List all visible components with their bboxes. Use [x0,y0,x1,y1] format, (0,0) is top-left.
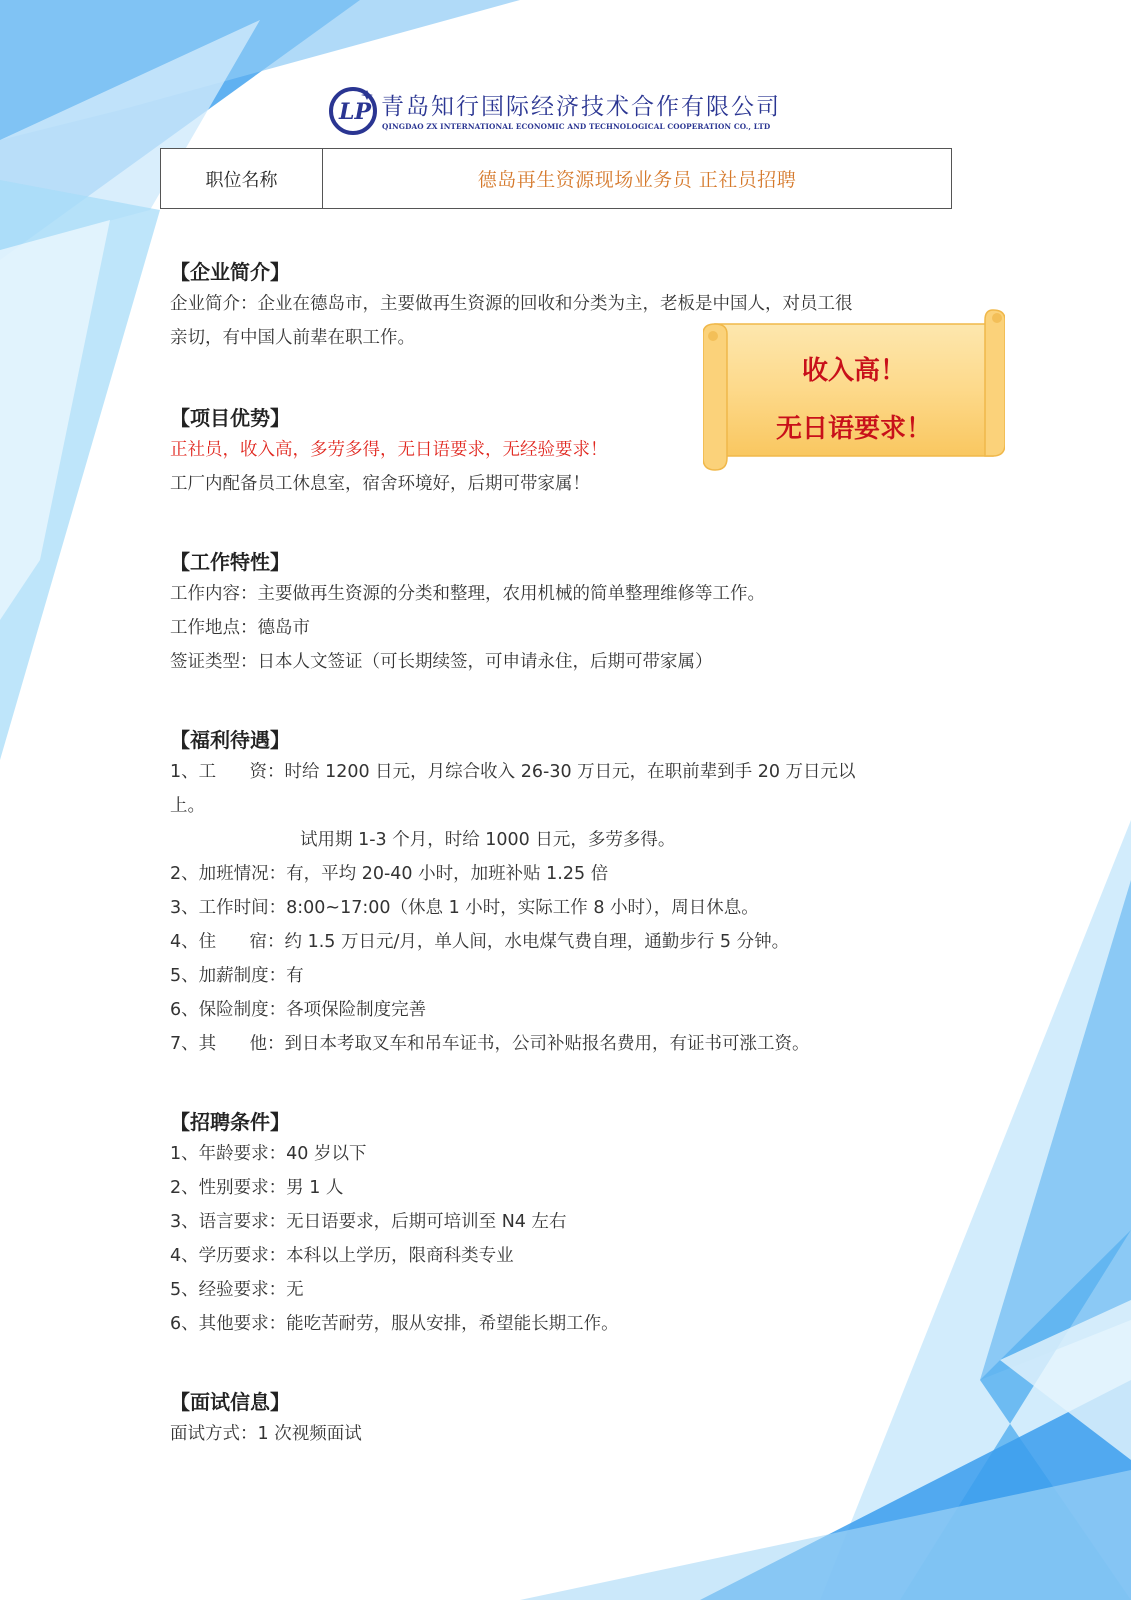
features-line: 签证类型：日本人文签证（可长期续签，可申请永住，后期可带家属） [170,652,713,672]
company-name-cn: 青岛知行国际经济技术合作有限公司 [381,94,781,120]
highlight-scroll-banner [703,306,1005,478]
benefits-line: 5、加薪制度：有 [170,966,304,986]
advantages-line: 工厂内配备员工休息室，宿舍环境好，后期可带家属！ [170,474,590,494]
section-title-benefits: 【福利待遇】 [170,728,290,752]
intro-line: 企业简介：企业在德岛市，主要做再生资源的回收和分类为主，老板是中国人，对员工很 [170,294,853,314]
features-line: 工作内容：主要做再生资源的分类和整理，农用机械的简单整理维修等工作。 [170,584,765,604]
company-logo-icon [327,84,379,136]
banner-line-1: 收入高！ [801,356,906,386]
interview-line: 面试方式：1 次视频面试 [170,1424,362,1444]
section-title-intro: 【企业简介】 [170,260,290,284]
requirements-line: 6、其他要求：能吃苦耐劳，服从安排，希望能长期工作。 [170,1314,619,1334]
scroll-shape [703,306,1005,478]
requirements-line: 3、语言要求：无日语要求，后期可培训至 N4 左右 [170,1212,567,1232]
job-title-table [160,148,952,209]
benefits-line: 6、保险制度：各项保险制度完善 [170,1000,427,1020]
benefits-line: 上。 [170,796,205,816]
svg-text:LP: LP [339,99,372,125]
requirements-line: 5、经验要求：无 [170,1280,304,1300]
benefits-line: 3、工作时间：8:00~17:00（休息 1 小时，实际工作 8 小时），周日休息。 [170,898,759,918]
benefits-line: 2、加班情况：有，平均 20-40 小时，加班补贴 1.25 倍 [170,864,609,884]
section-title-advantages: 【项目优势】 [170,406,290,430]
benefits-line: 7、其 他：到日本考取叉车和吊车证书，公司补贴报名费用，有证书可涨工资。 [170,1034,810,1054]
requirements-line: 4、学历要求：本科以上学历，限商科类专业 [170,1246,514,1266]
benefits-line: 4、住 宿：约 1.5 万日元/月，单人间，水电煤气费自理，通勤步行 5 分钟。 [170,932,790,952]
requirements-line: 1、年龄要求：40 岁以下 [170,1144,367,1164]
company-logo [327,84,807,140]
section-title-interview: 【面试信息】 [170,1390,290,1414]
features-line: 工作地点：德岛市 [170,618,310,638]
intro-line: 亲切，有中国人前辈在职工作。 [170,328,415,348]
job-title-label: 职位名称 [161,149,323,208]
section-title-features: 【工作特性】 [170,550,290,574]
advantages-highlight: 正社员，收入高，多劳多得，无日语要求，无经验要求！ [170,440,608,460]
benefits-line: 试用期 1-3 个月，时给 1000 日元，多劳多得。 [300,830,676,850]
section-title-requirements: 【招聘条件】 [170,1110,290,1134]
requirements-line: 2、性别要求：男 1 人 [170,1178,344,1198]
job-title-value: 德岛再生资源现场业务员 正社员招聘 [477,169,797,191]
benefits-line: 1、工 资：时给 1200 日元，月综合收入 26-30 万日元，在职前辈到手 20 万日元以 [170,762,856,782]
banner-line-2: 无日语要求！ [775,414,932,444]
company-name-en: QINGDAO ZX INTERNATIONAL ECONOMIC AND TECHNOLOGICAL COOPERATION CO., LTD [382,122,771,131]
